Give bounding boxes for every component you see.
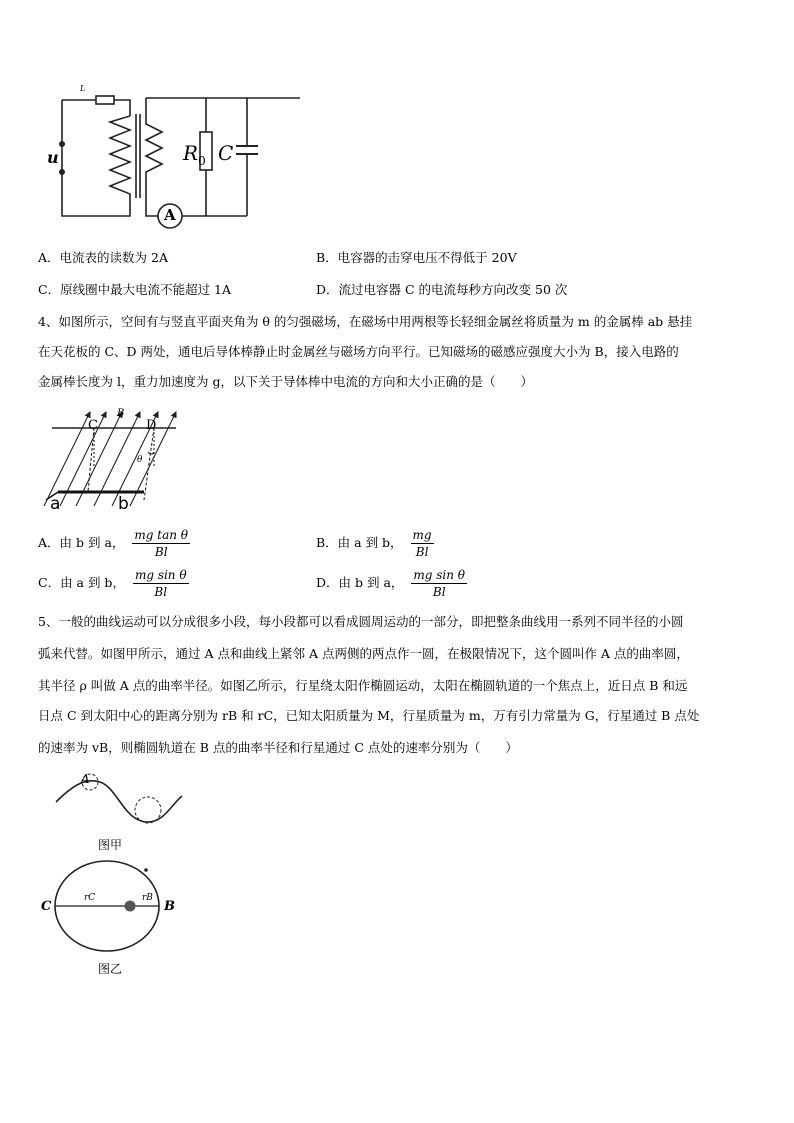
curvature-circle-figure	[52, 770, 192, 830]
q4-option-a	[38, 528, 190, 559]
q3-option-c: C．原线圈中最大电流不能超过 1A	[38, 282, 232, 297]
q4-option-b-denominator: Bl	[415, 545, 429, 559]
distance-rb-label: rB	[142, 893, 153, 903]
q3-option-a: A．电流表的读数为 2A	[38, 250, 168, 265]
q4-option-c-numerator: mg sin θ	[134, 568, 187, 582]
q4-option-a-fraction	[132, 528, 190, 559]
theta-label: θ	[137, 455, 143, 465]
point-c-label: C	[88, 418, 98, 433]
figure-jia-caption: 图甲	[98, 838, 123, 852]
q4-stem-line-1: 4、如图所示，空间有与竖直平面夹角为 θ 的匀强磁场，在磁场中用两根等长轻细金属丝将质量为 m 的金属棒 ab 悬挂	[38, 314, 693, 329]
resistor-r-symbol: R	[183, 141, 199, 165]
q3-option-b: B．电容器的击穿电压不得低于 20V	[316, 250, 517, 265]
q4-option-a-numerator: mg tan θ	[134, 528, 189, 542]
q4-option-d	[316, 568, 467, 599]
figure-yi-caption: 图乙	[98, 962, 123, 976]
resistor-subscript: 0	[198, 154, 206, 168]
distance-rc-label: rC	[84, 893, 96, 903]
q3-option-d: D．流过电容器 C 的电流每秒方向改变 50 次	[316, 282, 568, 297]
ammeter-label: A	[164, 206, 176, 224]
magnetic-field-figure	[38, 408, 188, 518]
q4-option-a-denominator: Bl	[154, 545, 168, 559]
q4-option-c-fraction	[133, 568, 189, 599]
q4-option-b-numerator: mg	[412, 528, 432, 542]
q5-stem-line-5: 的速率为 vB，则椭圆轨道在 B 点的曲率半径和行星通过 C 点处的速率分别为（ ）	[38, 740, 518, 755]
rod-end-a-label: a	[50, 494, 61, 514]
q5-stem-line-3: 其半径 ρ 叫做 A 点的曲率半径。如图乙所示，行星绕太阳作椭圆运动，太阳在椭圆轨道的一个焦点上，近日点 B 和远	[38, 678, 688, 693]
curve-point-a-label: A	[81, 772, 90, 786]
q4-option-d-denominator: Bl	[432, 585, 446, 599]
q5-stem-line-1: 5、一般的曲线运动可以分成很多小段，每小段都可以看成圆周运动的一部分，即把整条曲线用一系列不同半径的小圆	[38, 614, 684, 629]
fuse-label: L	[80, 84, 86, 93]
q4-option-d-fraction	[411, 568, 467, 599]
q4-option-c	[38, 568, 189, 599]
q4-option-a-text: A．由 b 到 a，	[38, 535, 125, 550]
q4-option-d-numerator: mg sin θ	[413, 568, 466, 582]
q4-option-c-text: C．由 a 到 b，	[38, 575, 125, 590]
q4-stem-line-2: 在天花板的 C、D 两处，通电后导体棒静止时金属丝与磁场方向平行。已知磁场的磁感应强度大小为 B，接入电路的	[38, 344, 679, 359]
q4-option-b	[316, 528, 434, 559]
field-b-label: B	[117, 408, 125, 419]
elliptical-orbit-figure	[54, 858, 174, 958]
resistor-r0-label	[183, 141, 206, 168]
q4-option-c-denominator: Bl	[154, 585, 168, 599]
capacitor-c-label: C	[218, 141, 234, 165]
transformer-circuit-figure	[40, 80, 240, 230]
source-u-label: u	[47, 148, 59, 167]
q4-option-b-text: B．由 a 到 b，	[316, 535, 403, 550]
q4-stem-line-3: 金属棒长度为 l，重力加速度为 g，以下关于导体棒中电流的方向和大小正确的是（ ）	[38, 374, 533, 389]
point-d-label: D	[146, 418, 157, 433]
q4-option-b-fraction	[411, 528, 434, 559]
aphelion-c-label: C	[41, 899, 52, 914]
rod-end-b-label: b	[118, 494, 129, 514]
perihelion-b-label: B	[164, 899, 175, 914]
q5-stem-line-4: 日点 C 到太阳中心的距离分别为 rB 和 rC，已知太阳质量为 M，行星质量为 m，万有引力常量为 G，行星通过 B 点处	[38, 708, 700, 723]
q5-stem-line-2: 弧来代替。如图甲所示，通过 A 点和曲线上紧邻 A 点两侧的两点作一圆，在极限情况下，这个圆叫作 A 点的曲率圆，	[38, 646, 689, 661]
q4-option-d-text: D．由 b 到 a，	[316, 575, 404, 590]
